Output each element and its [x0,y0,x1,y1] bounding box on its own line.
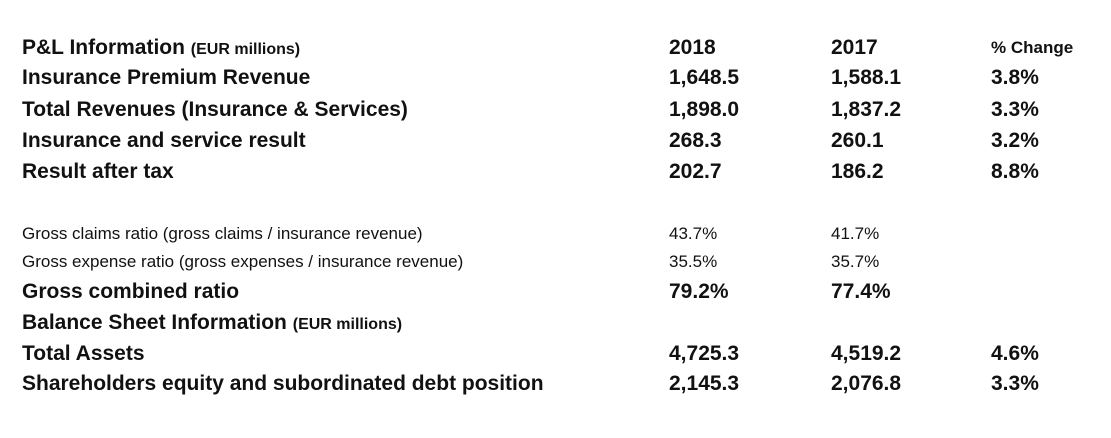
row-label: Shareholders equity and subordinated debt position [22,372,544,395]
pl-unit-text: (EUR millions) [190,41,301,58]
value-2018: 1,648.5 [669,66,740,89]
pl-section-title [22,33,300,65]
balance-header-row [0,308,1111,338]
ratio-value-2017: 41.7% [831,224,880,243]
balance-unit-text: (EUR millions) [292,316,403,333]
value-change: 4.6% [991,342,1039,365]
pl-title-text: P&L Information [22,36,185,59]
pl-header-row [0,33,1111,63]
table-row [0,63,1111,93]
value-2017: 4,519.2 [831,342,902,365]
table-row [0,339,1111,369]
value-change: 8.8% [991,160,1039,183]
value-2017: 77.4% [831,280,891,303]
balance-title-text: Balance Sheet Information [22,311,287,334]
row-label: Result after tax [22,160,174,183]
value-change: 3.2% [991,129,1039,152]
combined-ratio-row [0,277,1111,307]
value-2018: 268.3 [669,129,722,152]
row-label: Total Revenues (Insurance & Services) [22,98,408,121]
table-row [0,126,1111,156]
table-row [0,157,1111,187]
value-2017: 1,588.1 [831,66,902,89]
ratio-label: Gross expense ratio (gross expenses / insurance revenue) [22,252,464,271]
table-row [0,95,1111,125]
table-row [0,369,1111,399]
value-2018: 2,145.3 [669,372,740,395]
value-change: 3.3% [991,98,1039,121]
value-2018: 79.2% [669,280,729,303]
ratio-label: Gross claims ratio (gross claims / insurance revenue) [22,224,423,243]
value-2018: 4,725.3 [669,342,740,365]
value-2017: 2,076.8 [831,372,902,395]
value-2017: 260.1 [831,129,884,152]
column-header-change: % Change [991,38,1074,57]
ratio-value-2018: 35.5% [669,252,718,271]
value-2017: 1,837.2 [831,98,902,121]
row-label: Total Assets [22,342,145,365]
ratio-value-2017: 35.7% [831,252,880,271]
value-2017: 186.2 [831,160,884,183]
ratio-value-2018: 43.7% [669,224,718,243]
column-header-2018: 2018 [669,36,716,59]
ratio-row [0,247,1111,277]
row-label: Insurance and service result [22,129,306,152]
value-change: 3.8% [991,66,1039,89]
value-change: 3.3% [991,372,1039,395]
value-2018: 1,898.0 [669,98,740,121]
row-label: Insurance Premium Revenue [22,66,311,89]
column-header-2017: 2017 [831,36,878,59]
balance-section-title [22,308,402,340]
row-label: Gross combined ratio [22,280,240,303]
value-2018: 202.7 [669,160,722,183]
ratio-row [0,219,1111,249]
